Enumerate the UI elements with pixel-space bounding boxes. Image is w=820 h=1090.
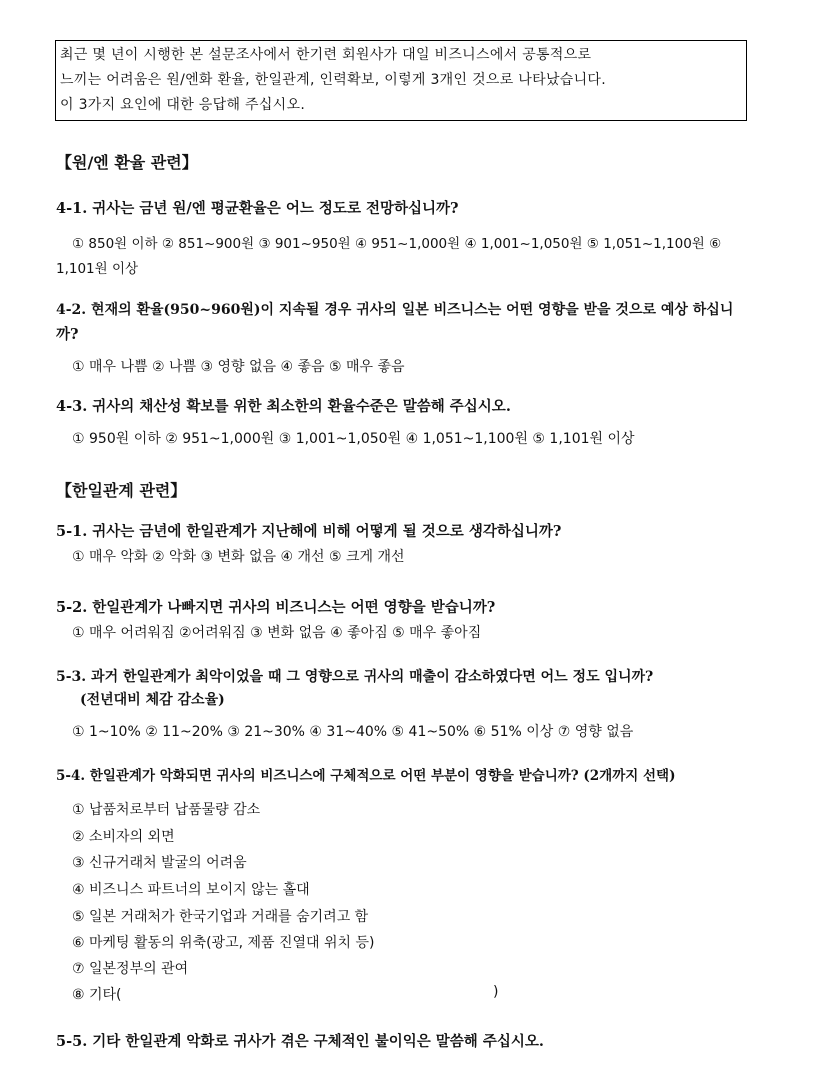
- list-item: ⑦ 일본정부의 관여: [72, 961, 189, 977]
- list-item-other: ⑧ 기타(: [72, 987, 122, 1003]
- question-4-2-line1: 4-2. 현재의 환율(950~960원)이 지속될 경우 귀사의 일본 비즈니스는 어떤 영향을 받을 것으로 예상 하십니: [56, 302, 734, 318]
- intro-line-2: 느끼는 어려움은 원/엔화 환율, 한일관계, 인력확보, 이렇게 3개인 것으로 나타났습니다.: [60, 72, 606, 88]
- options-4-1-line1: ① 850원 이하 ② 851~900원 ③ 901~950원 ④ 951~1,000원 ④ 1,001~1,050원 ⑤ 1,051~1,100원 ⑥: [72, 236, 722, 252]
- section-title-korea-japan: 【한일관계 관련】: [56, 481, 187, 500]
- intro-box: [55, 40, 747, 121]
- options-5-3: ① 1~10% ② 11~20% ③ 21~30% ④ 31~40% ⑤ 41~50% ⑥ 51% 이상 ⑦ 영향 없음: [72, 724, 634, 740]
- options-4-3: ① 950원 이하 ② 951~1,000원 ③ 1,001~1,050원 ④ 1,051~1,100원 ⑤ 1,101원 이상: [72, 431, 635, 447]
- question-5-2: 5-2. 한일관계가 나빠지면 귀사의 비즈니스는 어떤 영향을 받습니까?: [56, 599, 496, 616]
- list-item: ⑥ 마케팅 활동의 위축(광고, 제품 진열대 위치 등): [72, 935, 375, 951]
- section-title-exchange-rate: 【원/엔 환율 관련】: [56, 153, 198, 172]
- list-item: ③ 신규거래처 발굴의 어려움: [72, 855, 247, 871]
- other-close-paren: ): [493, 984, 499, 1000]
- question-5-5: 5-5. 기타 한일관계 악화로 귀사가 겪은 구체적인 불이익은 말씀해 주십시오.: [56, 1033, 544, 1050]
- question-5-4: 5-4. 한일관계가 악화되면 귀사의 비즈니스에 구체적으로 어떤 부분이 영향을 받습니까? (2개까지 선택): [56, 768, 676, 784]
- question-4-3: 4-3. 귀사의 채산성 확보를 위한 최소한의 환율수준은 말씀해 주십시오.: [56, 398, 511, 415]
- options-5-2: ① 매우 어려워짐 ②어려워짐 ③ 변화 없음 ④ 좋아짐 ⑤ 매우 좋아짐: [72, 625, 482, 641]
- question-5-3-line1: 5-3. 과거 한일관계가 최악이었을 때 그 영향으로 귀사의 매출이 감소하였다면 어느 정도 입니까?: [56, 669, 654, 685]
- question-5-3-line2: (전년대비 체감 감소율): [80, 692, 225, 708]
- list-item: ⑤ 일본 거래처가 한국기업과 거래를 숨기려고 함: [72, 909, 369, 925]
- question-5-1: 5-1. 귀사는 금년에 한일관계가 지난해에 비해 어떻게 될 것으로 생각하십니까?: [56, 523, 562, 540]
- question-4-2-line2: 까?: [56, 326, 79, 343]
- options-4-1-line2: 1,101원 이상: [56, 261, 139, 277]
- intro-line-1: 최근 몇 년이 시행한 본 설문조사에서 한기련 회원사가 대일 비즈니스에서 공통적으로: [60, 47, 592, 63]
- intro-line-3: 이 3가지 요인에 대한 응답해 주십시오.: [60, 97, 306, 113]
- list-item: ① 납품처로부터 납품물량 감소: [72, 802, 261, 818]
- options-5-1: ① 매우 악화 ② 악화 ③ 변화 없음 ④ 개선 ⑤ 크게 개선: [72, 549, 405, 565]
- question-4-1: 4-1. 귀사는 금년 원/엔 평균환율은 어느 정도로 전망하십니까?: [56, 200, 459, 217]
- list-item: ④ 비즈니스 파트너의 보이지 않는 홀대: [72, 882, 310, 898]
- options-4-2: ① 매우 나쁨 ② 나쁨 ③ 영향 없음 ④ 좋음 ⑤ 매우 좋음: [72, 359, 405, 375]
- list-item: ② 소비자의 외면: [72, 829, 175, 845]
